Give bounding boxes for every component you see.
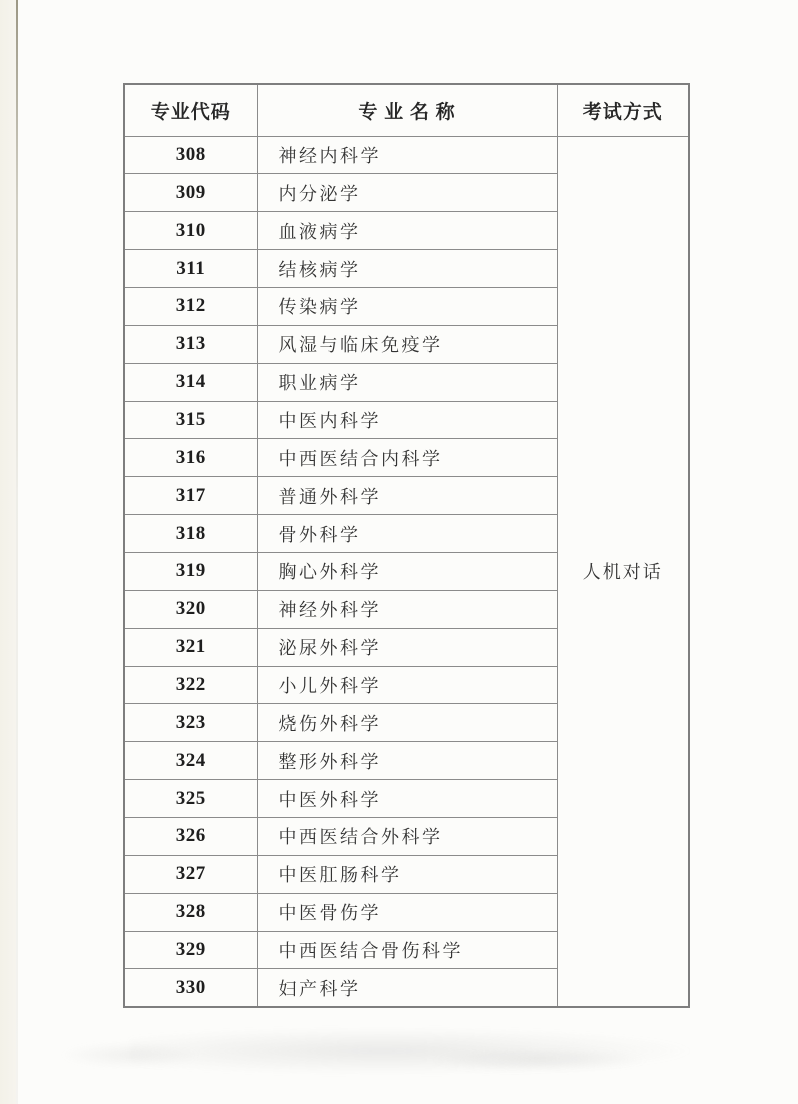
specialty-code-cell: 329 [124,931,257,969]
specialty-name-cell: 小儿外科学 [257,666,557,704]
specialty-code-cell: 319 [124,552,257,590]
specialty-name-cell: 中西医结合骨伤科学 [257,931,557,969]
table-header [124,84,689,136]
specialty-code-cell: 320 [124,590,257,628]
page-edge-shadow-line [16,0,18,1104]
column-header-specialty-name: 专 业 名 称 [257,84,557,136]
specialty-name-cell: 中医骨伤学 [257,893,557,931]
specialty-code-cell: 326 [124,817,257,855]
specialty-code-cell: 314 [124,363,257,401]
table-body [124,136,689,1007]
specialty-code-cell: 324 [124,742,257,780]
specialty-code-cell: 312 [124,287,257,325]
specialty-name-cell: 风湿与临床免疫学 [257,325,557,363]
specialty-code-cell: 313 [124,325,257,363]
specialty-code-cell: 308 [124,136,257,174]
specialty-code-cell: 317 [124,477,257,515]
specialty-exam-table [123,83,690,1008]
specialty-code-cell: 316 [124,439,257,477]
specialty-name-cell: 妇产科学 [257,969,557,1007]
specialty-code-cell: 311 [124,250,257,288]
specialty-name-cell: 中医外科学 [257,780,557,818]
specialty-code-cell: 330 [124,969,257,1007]
scan-noise-spot [430,1048,650,1072]
specialty-code-cell: 315 [124,401,257,439]
specialty-code-cell: 309 [124,174,257,212]
specialty-code-cell: 323 [124,704,257,742]
header-row [124,84,689,136]
specialty-name-cell: 泌尿外科学 [257,628,557,666]
column-header-exam-method: 考试方式 [557,84,689,136]
specialty-name-cell: 传染病学 [257,287,557,325]
specialty-code-cell: 325 [124,780,257,818]
specialty-name-cell: 职业病学 [257,363,557,401]
specialty-name-cell: 内分泌学 [257,174,557,212]
specialty-name-cell: 烧伤外科学 [257,704,557,742]
specialty-name-cell: 中西医结合外科学 [257,817,557,855]
column-header-specialty-code: 专业代码 [124,84,257,136]
specialty-name-cell: 胸心外科学 [257,552,557,590]
table-row [124,136,689,174]
specialty-name-cell: 神经内科学 [257,136,557,174]
specialty-code-cell: 318 [124,515,257,553]
page-edge-strip [0,0,16,1104]
specialty-code-cell: 310 [124,212,257,250]
specialty-name-cell: 结核病学 [257,250,557,288]
specialty-name-cell: 普通外科学 [257,477,557,515]
specialty-code-cell: 322 [124,666,257,704]
specialty-name-cell: 神经外科学 [257,590,557,628]
specialty-code-cell: 321 [124,628,257,666]
specialty-name-cell: 中医肛肠科学 [257,855,557,893]
scan-noise-spot [60,1042,200,1068]
specialty-code-cell: 327 [124,855,257,893]
specialty-name-cell: 血液病学 [257,212,557,250]
specialty-name-cell: 中医内科学 [257,401,557,439]
specialty-code-cell: 328 [124,893,257,931]
specialty-name-cell: 整形外科学 [257,742,557,780]
specialty-name-cell: 骨外科学 [257,515,557,553]
specialty-name-cell: 中西医结合内科学 [257,439,557,477]
exam-method-cell: 人机对话 [557,136,689,1007]
